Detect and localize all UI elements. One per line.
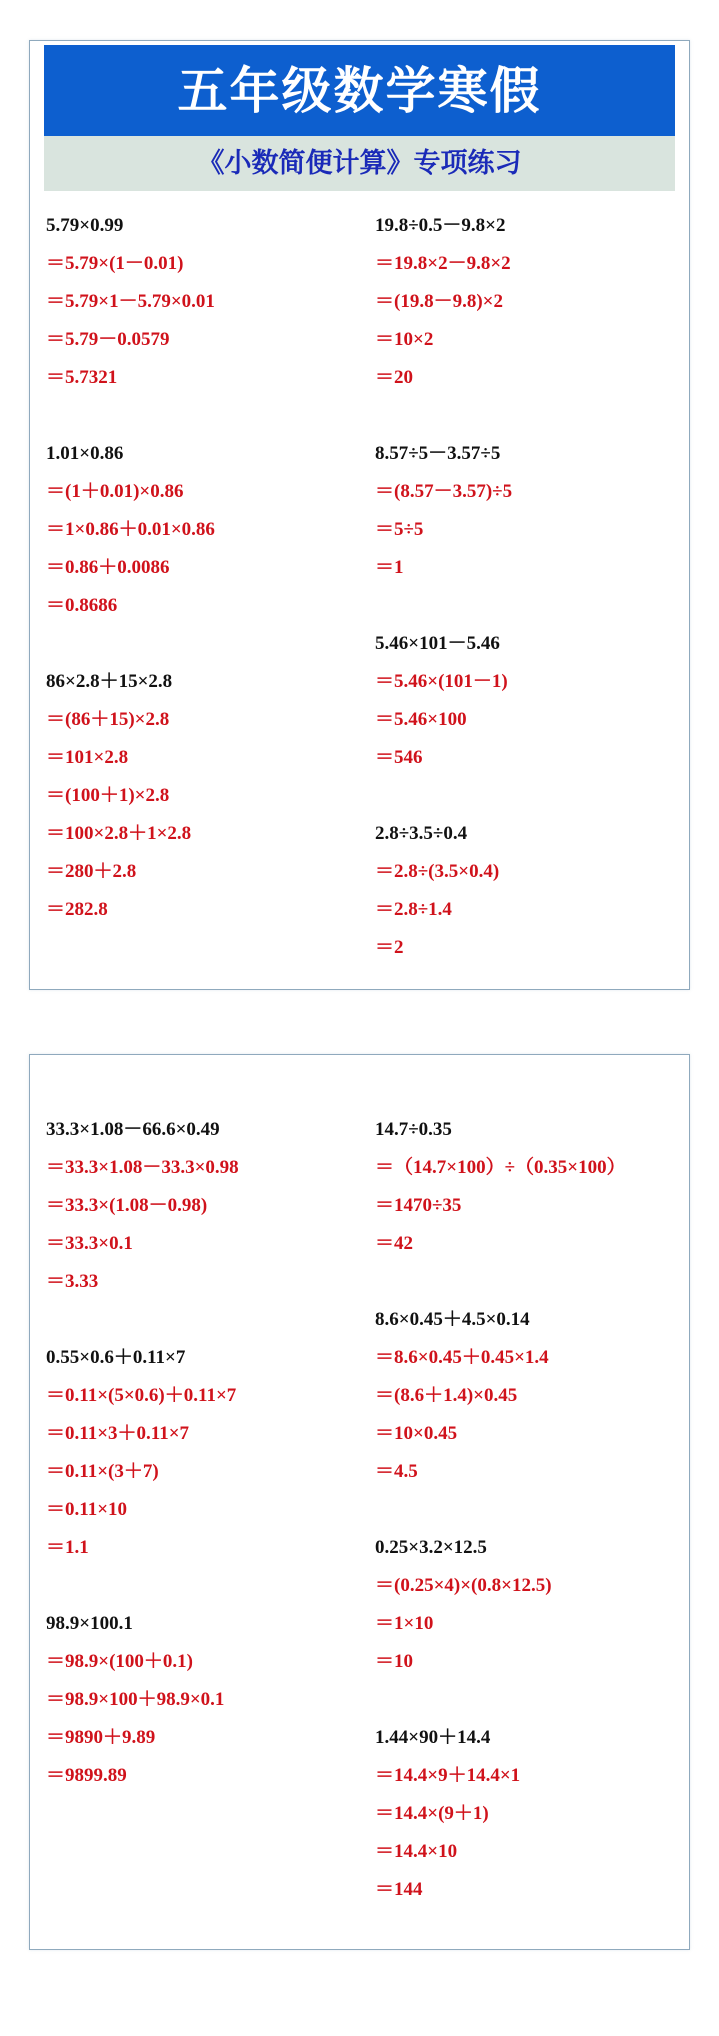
problem-question: 19.8÷0.5－9.8×2 — [375, 215, 506, 236]
problem-question: 8.6×0.45＋4.5×0.14 — [375, 1309, 530, 1330]
problem-question: 14.7÷0.35 — [375, 1119, 452, 1140]
solution-step: ＝98.9×(100＋0.1) — [46, 1651, 193, 1672]
solution-step: ＝4.5 — [375, 1461, 418, 1482]
problem-question: 0.55×0.6＋0.11×7 — [46, 1347, 186, 1368]
solution-step: ＝10×0.45 — [375, 1423, 458, 1444]
solution-step: ＝33.3×1.08－33.3×0.98 — [46, 1157, 239, 1178]
solution-step: ＝1.1 — [46, 1537, 89, 1558]
solution-step: ＝5.79×(1－0.01) — [46, 253, 184, 274]
solution-step: ＝(8.6＋1.4)×0.45 — [375, 1385, 518, 1406]
solution-step: ＝10 — [375, 1651, 414, 1672]
solution-step: ＝(100＋1)×2.8 — [46, 785, 170, 806]
solution-step: ＝9890＋9.89 — [46, 1727, 156, 1748]
solution-step: ＝5.7321 — [46, 367, 118, 388]
solution-step: ＝0.11×10 — [46, 1499, 128, 1520]
solution-step: ＝0.11×3＋0.11×7 — [46, 1423, 190, 1444]
solution-step: ＝2.8÷1.4 — [375, 899, 452, 920]
problem-question: 5.79×0.99 — [46, 215, 124, 236]
solution-step: ＝546 — [375, 747, 423, 768]
solution-step: ＝100×2.8＋1×2.8 — [46, 823, 192, 844]
solution-step: ＝33.3×0.1 — [46, 1233, 133, 1254]
problem-question: 1.01×0.86 — [46, 443, 124, 464]
problem-question: 98.9×100.1 — [46, 1613, 133, 1634]
solution-step: ＝5.79－0.0579 — [46, 329, 170, 350]
solution-step: ＝144 — [375, 1879, 423, 1900]
solution-step: ＝1 — [375, 557, 404, 578]
subtitle-bar: 《小数简便计算》专项练习 — [44, 136, 675, 191]
solution-step: ＝33.3×(1.08－0.98) — [46, 1195, 208, 1216]
solution-step: ＝14.4×9＋14.4×1 — [375, 1765, 521, 1786]
solution-step: ＝1470÷35 — [375, 1195, 462, 1216]
solution-step: ＝10×2 — [375, 329, 434, 350]
solution-step: ＝20 — [375, 367, 414, 388]
solution-step: ＝5.46×100 — [375, 709, 467, 730]
solution-step: ＝5.46×(101－1) — [375, 671, 508, 692]
solution-step: ＝101×2.8 — [46, 747, 129, 768]
problem-question: 5.46×101－5.46 — [375, 633, 500, 654]
solution-step: ＝2.8÷(3.5×0.4) — [375, 861, 500, 882]
solution-step: ＝14.4×10 — [375, 1841, 458, 1862]
solution-step: ＝1×10 — [375, 1613, 434, 1634]
solution-step: ＝(19.8－9.8)×2 — [375, 291, 503, 312]
solution-step: ＝9899.89 — [46, 1765, 127, 1786]
solution-step: ＝5÷5 — [375, 519, 424, 540]
solution-step: ＝14.4×(9＋1) — [375, 1803, 489, 1824]
solution-step: ＝（14.7×100）÷（0.35×100） — [375, 1157, 626, 1178]
problem-question: 0.25×3.2×12.5 — [375, 1537, 487, 1558]
solution-step: ＝1×0.86＋0.01×0.86 — [46, 519, 215, 540]
solution-step: ＝(1＋0.01)×0.86 — [46, 481, 184, 502]
solution-step: ＝8.6×0.45＋0.45×1.4 — [375, 1347, 549, 1368]
problem-question: 8.57÷5－3.57÷5 — [375, 443, 501, 464]
solution-step: ＝282.8 — [46, 899, 108, 920]
solution-step: ＝42 — [375, 1233, 414, 1254]
solution-step: ＝0.86＋0.0086 — [46, 557, 170, 578]
solution-step: ＝2 — [375, 937, 404, 958]
solution-step: ＝98.9×100＋98.9×0.1 — [46, 1689, 225, 1710]
solution-step: ＝280＋2.8 — [46, 861, 137, 882]
problem-question: 33.3×1.08－66.6×0.49 — [46, 1119, 220, 1140]
problem-question: 86×2.8＋15×2.8 — [46, 671, 173, 692]
solution-step: ＝0.11×(5×0.6)＋0.11×7 — [46, 1385, 237, 1406]
solution-step: ＝19.8×2－9.8×2 — [375, 253, 511, 274]
solution-step: ＝0.8686 — [46, 595, 118, 616]
problem-question: 2.8÷3.5÷0.4 — [375, 823, 468, 844]
solution-step: ＝5.79×1－5.79×0.01 — [46, 291, 215, 312]
solution-step: ＝(8.57－3.57)÷5 — [375, 481, 513, 502]
solution-step: ＝(86＋15)×2.8 — [46, 709, 170, 730]
worksheet-page-1 — [29, 40, 690, 990]
problem-question: 1.44×90＋14.4 — [375, 1727, 491, 1748]
solution-step: ＝3.33 — [46, 1271, 99, 1292]
solution-step: ＝0.11×(3＋7) — [46, 1461, 159, 1482]
worksheet-page-2 — [29, 1054, 690, 1950]
title-banner: 五年级数学寒假 — [44, 45, 675, 136]
solution-step: ＝(0.25×4)×(0.8×12.5) — [375, 1575, 552, 1596]
